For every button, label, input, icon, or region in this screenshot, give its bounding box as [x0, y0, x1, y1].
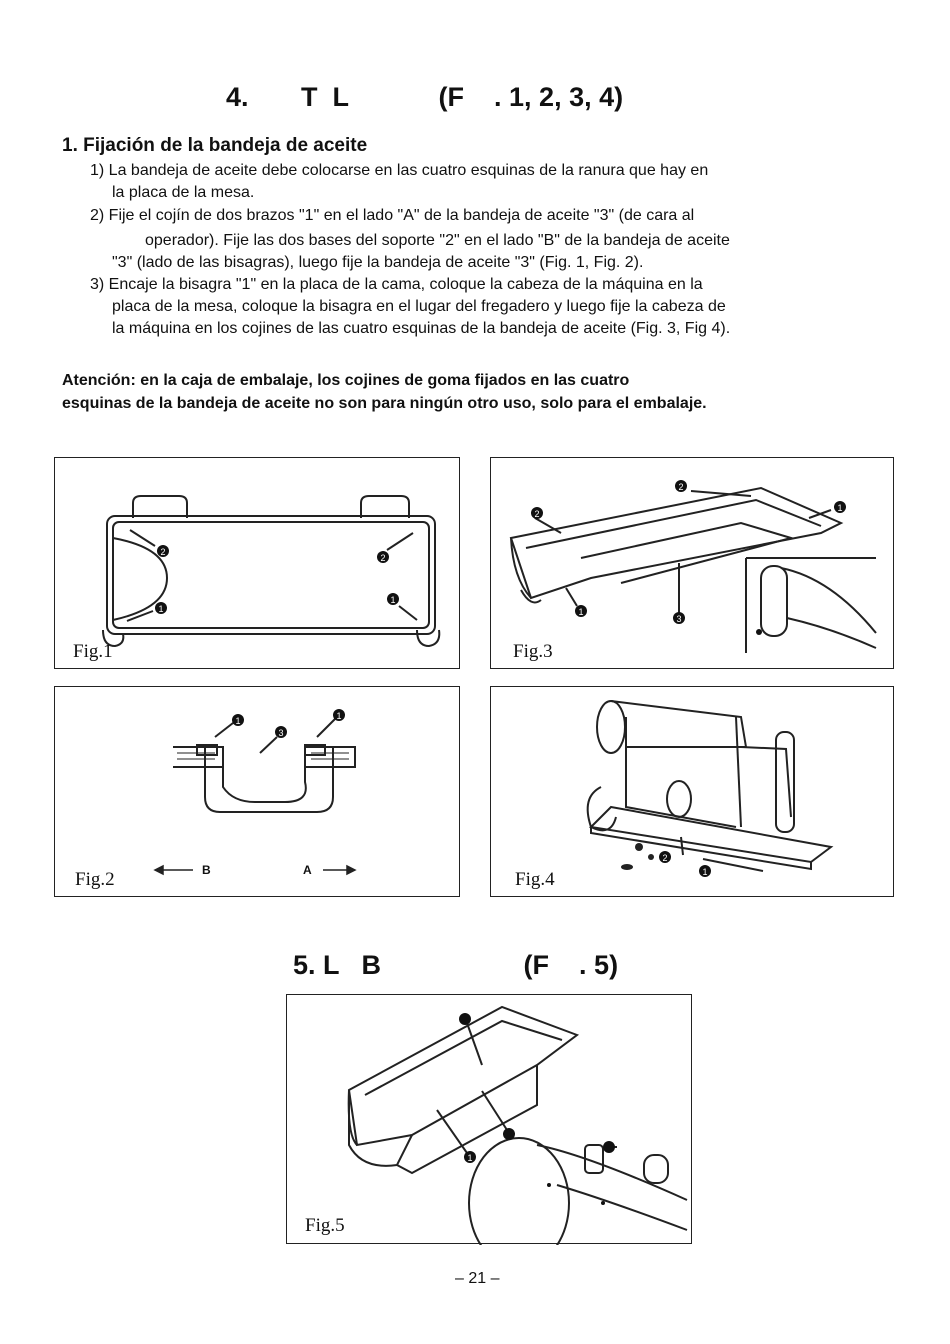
paragraph-3b: placa de la mesa, coloque la bisagra en el lugar del fregadero y luego fije la cabeza de — [112, 298, 726, 315]
page-number: – 21 – — [455, 1270, 500, 1287]
callout-2: 2 — [662, 853, 668, 863]
figure-4-drawing — [491, 687, 895, 898]
figure-5-drawing — [287, 995, 693, 1245]
callout-3: 3 — [676, 614, 682, 624]
section-5-title: 5. L B (F . 5) — [293, 950, 619, 980]
callout-1: 1 — [390, 595, 396, 605]
paragraph-3c: la máquina en los cojines de las cuatro esquinas de la bandeja de aceite (Fig. 3, Fig 4). — [112, 320, 731, 337]
direction-a-label: A — [303, 863, 312, 877]
figure-3 — [490, 457, 894, 669]
callout-2: 2 — [678, 482, 684, 492]
figure-4 — [490, 686, 894, 897]
attention-note-line-1: Atención: en la caja de embalaje, los cojines de goma fijados en las cuatro — [62, 372, 630, 389]
figure-1-drawing — [55, 458, 461, 670]
figure-3-drawing — [491, 458, 895, 670]
figure-1-label: Fig.1 — [73, 641, 113, 662]
callout-2: 2 — [160, 547, 166, 557]
figure-5-label: Fig.5 — [305, 1215, 345, 1236]
callout-2: 2 — [534, 509, 540, 519]
callout-1: 1 — [467, 1153, 473, 1163]
paragraph-2a: 2) Fije el cojín de dos brazos "1" en el lado "A" de la bandeja de aceite "3" (de cara al — [90, 207, 695, 224]
figure-2 — [54, 686, 460, 897]
subsection-title: 1. Fijación de la bandeja de aceite — [62, 135, 368, 156]
paragraph-1b: la placa de la mesa. — [112, 184, 255, 201]
figure-1 — [54, 457, 460, 669]
paragraph-2b: operador). Fije las dos bases del soporte "2" en el lado "B" de la bandeja de aceite — [145, 232, 730, 249]
figure-4-label: Fig.4 — [515, 869, 555, 890]
paragraph-3a: 3) Encaje la bisagra "1" en la placa de la cama, coloque la cabeza de la máquina en la — [90, 276, 703, 293]
direction-b-label: B — [202, 863, 211, 877]
figure-3-label: Fig.3 — [513, 641, 553, 662]
paragraph-2c: "3" (lado de las bisagras), luego fije la bandeja de aceite "3" (Fig. 1, Fig. 2). — [112, 254, 644, 271]
callout-1: 1 — [837, 503, 843, 513]
figure-2-label: Fig.2 — [75, 869, 115, 890]
callout-1: 1 — [158, 604, 164, 614]
section-4-title: 4. T L (F . 1, 2, 3, 4) — [226, 82, 624, 112]
callout-3: 3 — [278, 728, 284, 738]
callout-1: 1 — [578, 607, 584, 617]
figure-5 — [286, 994, 692, 1244]
callout-2: 2 — [380, 553, 386, 563]
figure-2-drawing — [55, 687, 461, 898]
callout-1: 1 — [336, 711, 342, 721]
callout-1: 1 — [235, 716, 241, 726]
attention-note-line-2: esquinas de la bandeja de aceite no son para ningún otro uso, solo para el embalaje. — [62, 395, 707, 412]
paragraph-1a: 1) La bandeja de aceite debe colocarse en las cuatro esquinas de la ranura que hay en — [90, 162, 709, 179]
callout-1: 1 — [702, 867, 708, 877]
